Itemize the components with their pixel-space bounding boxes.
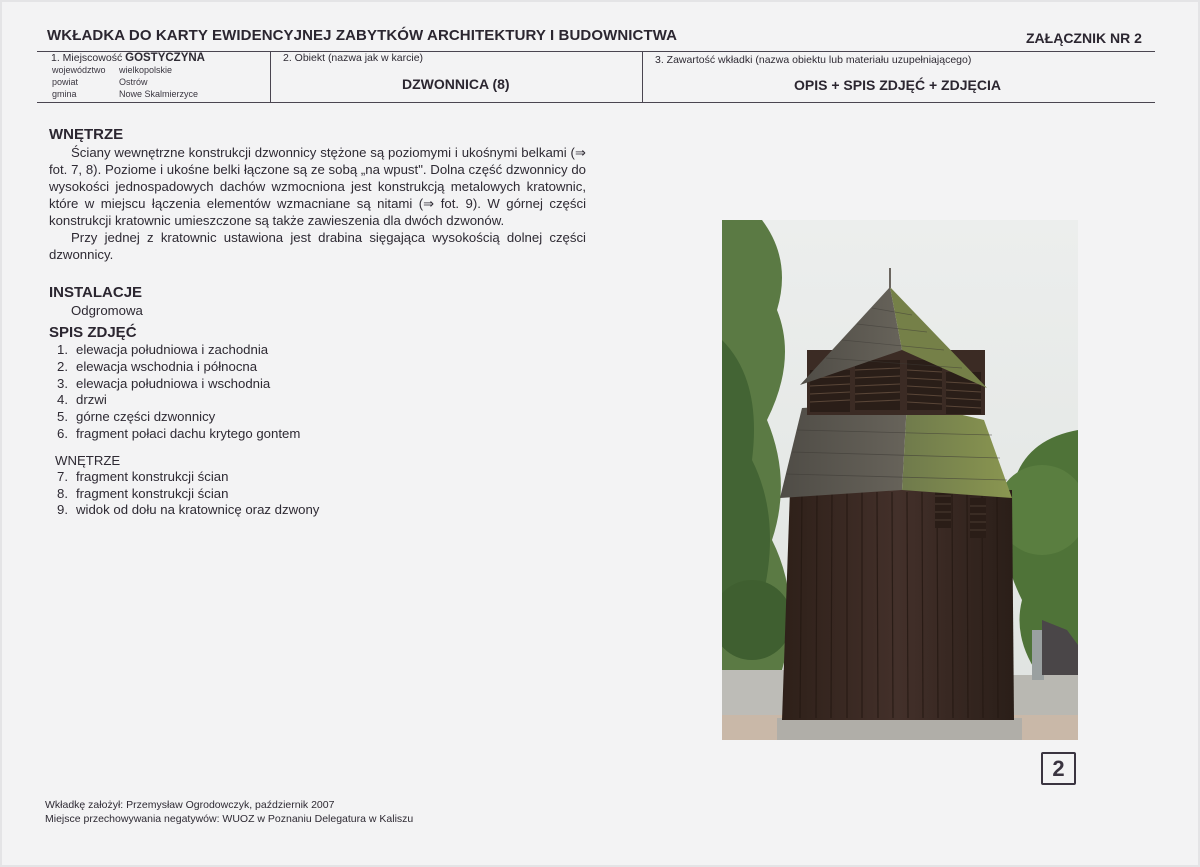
interior-heading: WNĘTRZE bbox=[49, 126, 124, 143]
footer bbox=[45, 798, 413, 826]
photo-list-item: 8. fragment konstrukcji ścian bbox=[57, 485, 229, 501]
location-row-commune: gmina Nowe Skalmierzyce bbox=[52, 89, 199, 99]
photo-list-interior bbox=[49, 469, 586, 519]
location-label: 1. Miejscowość bbox=[51, 52, 123, 64]
footer-negatives-location: Miejsce przechowywania negatywów: WUOZ w Poznaniu Delegatura w Kaliszu bbox=[45, 813, 414, 825]
interior-paragraph-2: Przy jednej z kratownic ustawiona jest drabina sięgająca wysokością dolnej części dzwonnicy. bbox=[49, 230, 586, 262]
bell-tower-illustration bbox=[722, 220, 1078, 740]
photo-list-item: 3. elewacja południowa i wschodnia bbox=[57, 375, 271, 391]
location-name: GOSTYCZYNA bbox=[125, 52, 205, 64]
contents-label: 3. Zawartość wkładki (nazwa obiektu lub materiału uzupełniającego) bbox=[655, 54, 972, 66]
header-divider-1 bbox=[270, 51, 271, 102]
photo-list-interior-subheading: WNĘTRZE bbox=[55, 452, 121, 468]
attachment-number: ZAŁĄCZNIK NR 2 bbox=[1026, 30, 1142, 46]
page-number-box: 2 bbox=[1041, 752, 1076, 785]
photo-list-item: 4. drzwi bbox=[57, 392, 107, 408]
photo-list-item: 1. elewacja południowa i zachodnia bbox=[57, 342, 269, 357]
photo-list-item: 6. fragment połaci dachu krytego gontem bbox=[57, 425, 301, 441]
photo-list-item: 9. widok od dołu na kratownicę oraz dzwony bbox=[57, 502, 320, 518]
location-row-county: powiat Ostrów bbox=[52, 77, 148, 87]
header-bottom-rule bbox=[37, 102, 1155, 103]
location-row-voivodeship: województwo wielkopolskie bbox=[52, 65, 173, 75]
footer-author: Wkładkę założył: Przemysław Ogrodowczyk, październik 2007 bbox=[45, 799, 335, 811]
photo-list-item: 5. górne części dzwonnicy bbox=[57, 409, 216, 425]
photo-list-item: 2. elewacja wschodnia i północna bbox=[57, 358, 258, 374]
photo-list-item: 7. fragment konstrukcji ścian bbox=[57, 468, 229, 484]
object-label: 2. Obiekt (nazwa jak w karcie) bbox=[283, 52, 424, 64]
description-content bbox=[49, 126, 586, 519]
location-cell-label bbox=[51, 52, 205, 64]
installations-value: Odgromowa bbox=[71, 303, 143, 318]
bell-tower-photo bbox=[722, 220, 1078, 740]
photo-list-heading: SPIS ZDJĘĆ bbox=[49, 324, 137, 341]
contents-value: OPIS + SPIS ZDJĘĆ + ZDJĘCIA bbox=[794, 77, 1001, 93]
object-name: DZWONNICA (8) bbox=[402, 76, 510, 92]
installations-heading: INSTALACJE bbox=[49, 284, 143, 301]
interior-paragraph-1: Ściany wewnętrzne konstrukcji dzwonnicy stężone są poziomymi i ukośnymi belkami (⇒ fot. 7, 8). Poziome i ukośne belki łączone są ze sobą „na wpust". Dolna część dzwonnicy do wysokości jednospadowych dachów wzmocniona jest konstrukcją metalowych kratownic, które w miejscu łączenia elementów wzmacniane są nitami (⇒ fot. 9). W górnej części konstrukcji kratownic umieszczone są także zawieszenia dla dwóch dzwonów. bbox=[49, 145, 586, 228]
header-divider-2 bbox=[642, 51, 643, 102]
document-title: WKŁADKA DO KARTY EWIDENCYJNEJ ZABYTKÓW ARCHITEKTURY I BUDOWNICTWA bbox=[47, 27, 678, 44]
photo-list bbox=[49, 342, 586, 443]
